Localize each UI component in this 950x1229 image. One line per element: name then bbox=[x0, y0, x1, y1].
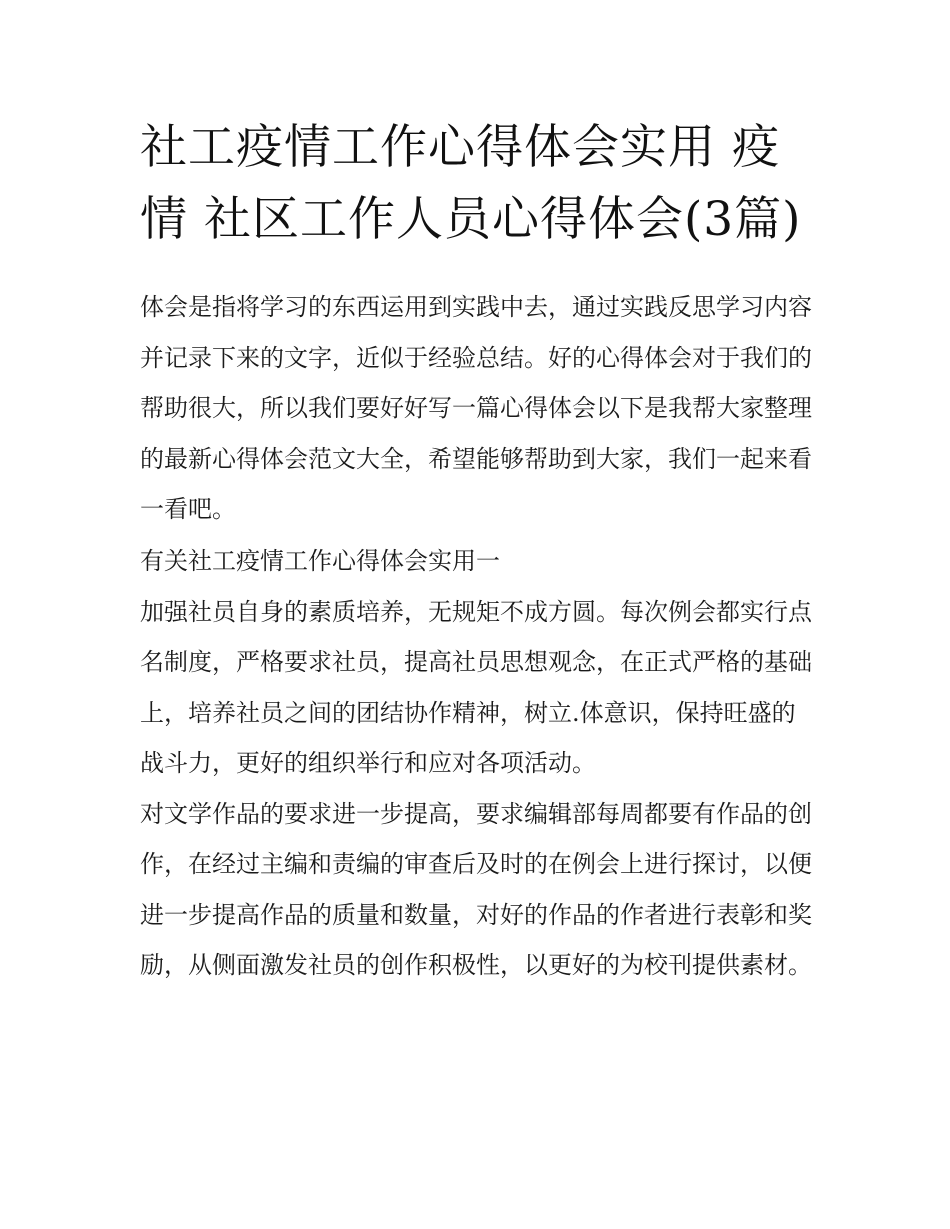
body-paragraph: 加强社员自身的素质培养，无规矩不成方圆。每次例会都实行点名制度，严格要求社员，提高社员思想观念，在正式严格的基础上，培养社员之间的团结协作精神，树立.体意识，保持旺盛的战斗力，更好的组织举行和应对各项活动。 bbox=[140, 597, 812, 777]
body-paragraph: 对文学作品的要求进一步提高，要求编辑部每周都要有作品的创作，在经过主编和责编的审查后及时的在例会上进行探讨，以便进一步提高作品的质量和数量，对好的作品的作者进行表彰和奖励，从侧面激发社员的创作积极性，以更好的为校刊提供素材。 bbox=[140, 799, 812, 979]
document-body bbox=[140, 112, 812, 991]
section-heading: 有关社工疫情工作心得体会实用一 bbox=[140, 546, 500, 575]
intro-paragraph: 体会是指将学习的东西运用到实践中去，通过实践反思学习内容并记录下来的文字，近似于经验总结。好的心得体会对于我们的帮助很大，所以我们要好好写一篇心得体会以下是我帮大家整理的最新心得体会范文大全，希望能够帮助到大家，我们一起来看一看吧。 bbox=[140, 293, 812, 523]
document-title: 社工疫情工作心得体会实用 疫情 社区工作人员心得体会(3篇) bbox=[140, 120, 802, 247]
